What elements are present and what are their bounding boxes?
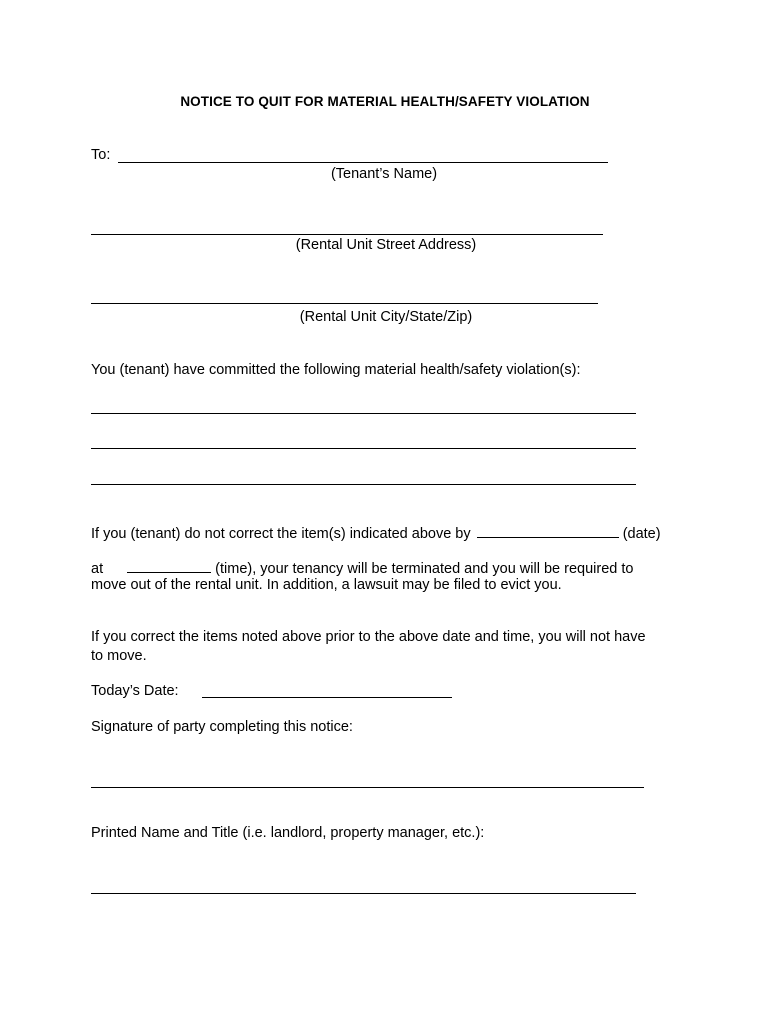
move-out-text: move out of the rental unit. In addition, a lawsuit may be filed to evict you. xyxy=(91,577,562,593)
todays-date-label: Today’s Date: xyxy=(91,683,179,699)
at-label: at xyxy=(91,561,104,577)
printed-name-label: Printed Name and Title (i.e. landlord, property manager, etc.): xyxy=(91,825,485,841)
tenant-name-caption: (Tenant’s Name) xyxy=(330,166,438,182)
signature-field[interactable] xyxy=(91,787,644,788)
street-address-caption: (Rental Unit Street Address) xyxy=(295,237,477,253)
street-address-field[interactable] xyxy=(91,234,603,235)
date-caption: (date) xyxy=(622,526,661,542)
correct-prior-line-2: to move. xyxy=(91,648,147,664)
correct-by-time-field[interactable] xyxy=(127,558,211,573)
document-title: NOTICE TO QUIT FOR MATERIAL HEALTH/SAFETY VIOLATION xyxy=(180,94,590,109)
signature-label: Signature of party completing this notice: xyxy=(91,719,353,735)
correct-by-date-field[interactable] xyxy=(477,523,619,538)
printed-name-field[interactable] xyxy=(91,893,636,894)
city-state-zip-field[interactable] xyxy=(91,303,598,304)
todays-date-field[interactable] xyxy=(202,697,452,698)
violation-line-1[interactable] xyxy=(91,413,636,414)
at-time-line xyxy=(91,558,633,577)
correct-by-line xyxy=(91,523,661,542)
violations-intro: You (tenant) have committed the following material health/safety violation(s): xyxy=(91,362,581,378)
tenant-name-field[interactable] xyxy=(118,162,608,163)
time-text: (time), your tenancy will be terminated and you will be required to xyxy=(215,561,634,577)
correct-by-text: If you (tenant) do not correct the item(s) indicated above by xyxy=(91,526,471,542)
violation-line-2[interactable] xyxy=(91,448,636,449)
city-state-zip-caption: (Rental Unit City/State/Zip) xyxy=(299,309,473,325)
violation-line-3[interactable] xyxy=(91,484,636,485)
to-label: To: xyxy=(91,147,111,163)
correct-prior-line-1: If you correct the items noted above prior to the above date and time, you will not have xyxy=(91,629,646,645)
